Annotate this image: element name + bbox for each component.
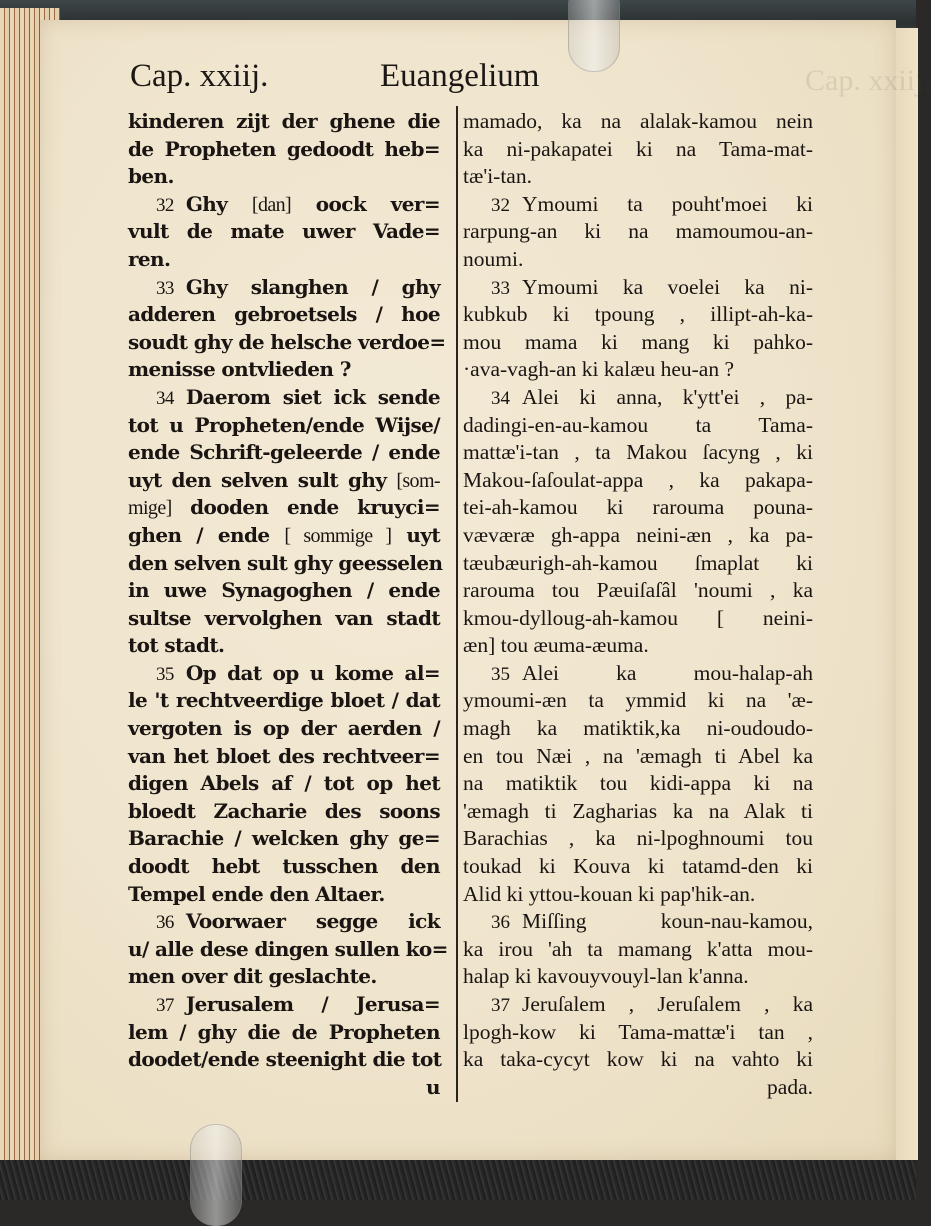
verse-number: 33: [491, 277, 510, 299]
text-line: [128, 136, 440, 164]
text-line: [463, 1019, 813, 1047]
text-line: [463, 770, 813, 798]
line-text-continued: uyt: [406, 522, 440, 547]
text-line: [463, 825, 813, 853]
text-line: [463, 439, 813, 467]
text-line: [463, 412, 813, 440]
line-text: ka irou 'ah ta mamang k'atta mou-: [463, 936, 813, 961]
text-line: [128, 908, 440, 936]
verse-number: 37: [156, 995, 174, 1016]
line-text: u/ alle dese dingen sullen ko=: [128, 936, 448, 961]
text-line: [128, 246, 440, 274]
verse-number: 34: [491, 387, 510, 409]
text-line: [463, 798, 813, 826]
text-line: [463, 494, 813, 522]
line-text: Ghy slanghen / ghy: [185, 274, 440, 299]
line-text: magh ka matiktik,ka ni-oudoudo-: [463, 716, 813, 741]
line-text: Jeruſalem , Jeruſalem , ka: [522, 992, 813, 1016]
text-line: [128, 329, 446, 357]
text-line: [463, 356, 813, 384]
line-text: Ghy: [185, 191, 228, 216]
text-line: [128, 467, 440, 495]
line-text: men over dit geslachte.: [128, 964, 377, 989]
text-line: [463, 218, 813, 246]
line-text: den selven sult ghy geesselen: [128, 550, 443, 575]
text-line: [463, 1046, 813, 1074]
line-text: ·ava-vagh-an ki kalæu heu-an ?: [463, 357, 735, 382]
line-text: rarpung-an ki na mamoumou-an-: [463, 219, 813, 244]
text-line: [128, 412, 440, 440]
verse-number: 35: [491, 663, 510, 685]
page-clip-top: [568, 0, 620, 72]
text-line: [128, 494, 440, 522]
book-cover-bottom: [0, 1160, 916, 1200]
bracketed-insertion: [ sommige ]: [284, 524, 392, 547]
line-text: Alei ka mou-halap-ah: [522, 660, 813, 685]
line-text: Alid ki yttou-kouan ki pap'hik-an.: [463, 881, 756, 906]
line-text: sultse vervolghen van stadt: [128, 605, 440, 630]
line-text: mamado, ka na alalak-kamou nein: [463, 109, 813, 133]
text-line: [128, 274, 440, 302]
text-line: [128, 439, 440, 467]
text-line: [463, 467, 813, 495]
line-text: u: [426, 1074, 440, 1099]
text-line: [463, 743, 813, 771]
text-line: [128, 384, 440, 412]
text-line: [128, 191, 440, 219]
line-text: digen Abels af / tot op het: [128, 771, 440, 796]
line-text-continued: oock ver=: [315, 191, 440, 216]
line-text: tæ'i-tan.: [463, 164, 532, 189]
text-line: [128, 798, 440, 826]
line-text: dadingi-en-au-kamou ta Tama-: [463, 412, 813, 437]
line-text: rarouma tou Pæuiſaſâl 'noumi , ka: [463, 578, 813, 603]
line-text: tei-ah-kamou ki rarouma pouna-: [463, 495, 813, 520]
line-text: 'æmagh ti Zagharias ka na Alak ti: [463, 798, 813, 823]
text-line: [128, 1074, 440, 1102]
text-line: [128, 605, 440, 633]
text-line: [463, 963, 813, 991]
line-text: ymoumi-æn ta ymmid ki na 'æ-: [463, 688, 813, 713]
text-line: [463, 246, 813, 274]
text-line: [463, 632, 813, 660]
siraya-column: [463, 108, 813, 1101]
bracketed-insertion: [dan]: [251, 193, 292, 216]
text-line: [463, 1074, 813, 1102]
line-text: Tempel ende den Altaer.: [128, 881, 385, 906]
line-text: kinderen zijt der ghene die: [128, 109, 440, 133]
text-line: [128, 632, 440, 660]
text-line: [463, 605, 813, 633]
line-text: Miſſing koun-nau-kamou,: [522, 909, 813, 934]
line-text: ka taka-cycyt kow ki na vahto ki: [463, 1047, 813, 1072]
text-line: [128, 163, 440, 191]
verse-number: 32: [491, 194, 510, 216]
line-text: le 't rechtveerdige bloet / dat: [128, 688, 440, 713]
line-text: æn] tou æuma-æuma.: [463, 633, 649, 658]
line-text: ka ni-pakapatei ki na Tama-mat-: [463, 136, 813, 161]
line-text: Op dat op u kome al=: [185, 660, 440, 685]
text-line: [463, 163, 813, 191]
verse-number: 37: [491, 995, 510, 1016]
text-line: [463, 687, 813, 715]
line-text: menisse ontvlieden ?: [128, 357, 351, 382]
line-text: toukad ki Kouva ki tatamd-den ki: [463, 854, 813, 879]
text-line: [463, 577, 813, 605]
line-text: doodet/ende steenight die tot: [128, 1047, 442, 1072]
line-text: kmou-dylloug-ah-kamou [ neini-: [463, 605, 813, 630]
text-line: [463, 329, 813, 357]
text-line: [128, 577, 440, 605]
text-line: [463, 853, 813, 881]
line-text: ghen / ende: [128, 522, 270, 547]
text-line: [128, 715, 440, 743]
text-line: [128, 218, 440, 246]
text-line: [463, 660, 813, 688]
line-text: Voorwaer segge ick: [185, 909, 440, 934]
line-text: bloedt Zacharie des soons: [128, 798, 440, 823]
line-text: soudt ghy de helsche verdoe=: [128, 329, 446, 354]
line-text-continued: dooden ende kruyci=: [190, 495, 440, 520]
line-text: Barachias , ka ni-lpoghnoumi tou: [463, 826, 813, 851]
chapter-heading: Cap. xxiij.: [130, 58, 269, 94]
line-text: de Propheten gedoodt heb=: [128, 136, 440, 161]
text-line: [128, 825, 440, 853]
line-text: noumi.: [463, 246, 524, 271]
line-text: adderen gebroetsels / hoe: [128, 302, 440, 327]
line-text: ben.: [128, 164, 174, 189]
text-line: [128, 853, 440, 881]
book-title-heading: Euangelium: [380, 58, 540, 94]
text-line: [463, 936, 813, 964]
verse-number: 36: [491, 912, 510, 934]
text-line: [128, 770, 440, 798]
line-text: Daerom siet ick sende: [185, 384, 440, 409]
verse-number: 36: [156, 912, 174, 934]
line-text: ende Schrift-geleerde / ende: [128, 440, 440, 465]
line-text: Barachie / welcken ghy ge=: [128, 826, 440, 851]
line-text: kubkub ki tpoung , illipt-ah-ka-: [463, 302, 813, 327]
text-line: [463, 991, 813, 1019]
verse-number: 33: [156, 277, 174, 299]
text-line: [463, 108, 813, 136]
line-text: Ymoumi ka voelei ka ni-: [522, 274, 813, 299]
line-text: mattæ'i-tan , ta Makou ſacyng , ki: [463, 440, 813, 465]
bracketed-insertion: mige]: [128, 497, 172, 520]
line-text: in uwe Synagoghen / ende: [128, 578, 440, 603]
line-text: van het bloet des rechtveer=: [128, 743, 440, 768]
text-line: [128, 522, 440, 550]
text-line: [128, 356, 440, 384]
line-text: ren.: [128, 246, 171, 271]
line-text: na matiktik tou kidi-appa ki na: [463, 771, 813, 796]
verse-number: 35: [156, 663, 174, 685]
text-line: [463, 715, 813, 743]
text-line: [463, 384, 813, 412]
text-line: [128, 687, 440, 715]
line-text: pada.: [767, 1074, 813, 1099]
page-clip-bottom: [190, 1124, 242, 1226]
text-line: [463, 274, 813, 302]
text-line: [128, 963, 440, 991]
text-line: [128, 936, 448, 964]
verse-number: 34: [156, 387, 174, 409]
line-text: Alei ki anna, k'ytt'ei , pa-: [522, 384, 813, 409]
text-line: [128, 743, 440, 771]
line-text: Ymoumi ta pouht'moei ki: [522, 191, 813, 216]
line-text: halap ki kavouyvouyl-lan k'anna.: [463, 964, 749, 989]
line-text: en tou Næi , na 'æmagh ti Abel ka: [463, 743, 813, 768]
dutch-column: [128, 108, 448, 1101]
column-divider: [456, 106, 458, 1102]
text-line: [463, 191, 813, 219]
line-text: Makou-ſaſoulat-appa , ka pakapa-: [463, 467, 813, 492]
line-text: lem / ghy die de Propheten: [128, 1019, 440, 1044]
line-text: væværæ gh-appa neini-æn , ka pa-: [463, 522, 813, 547]
text-line: [463, 301, 813, 329]
text-line: [128, 550, 443, 578]
text-line: [463, 522, 813, 550]
line-text: tot stadt.: [128, 633, 225, 658]
verse-number: 32: [156, 194, 174, 216]
line-text: lpogh-kow ki Tama-mattæ'i tan ,: [463, 1019, 813, 1044]
line-text: Jerusalem / Jerusa=: [185, 992, 440, 1016]
text-line: [463, 550, 813, 578]
text-line: [128, 1019, 440, 1047]
line-text: vergoten is op der aerden /: [128, 716, 440, 741]
line-text: tæubæurigh-ah-kamou ſmaplat ki: [463, 550, 813, 575]
line-text: tot u Propheten/ende Wijse/: [128, 412, 440, 437]
text-line: [128, 1046, 440, 1074]
line-text: vult de mate uwer Vade=: [128, 219, 440, 244]
text-line: [463, 881, 813, 909]
show-through-text: Cap. xxiij.: [805, 64, 931, 97]
line-text: uyt den selven sult ghy: [128, 467, 387, 492]
text-line: [128, 108, 440, 136]
text-line: [463, 136, 813, 164]
text-line: [128, 301, 440, 329]
text-line: [128, 881, 440, 909]
text-line: [463, 908, 813, 936]
line-text: doodt hebt tusschen den: [128, 854, 440, 879]
text-line: [128, 991, 440, 1019]
bracketed-insertion: [som-: [396, 469, 440, 492]
text-line: [128, 660, 440, 688]
line-text: mou mama ki mang ki pahko-: [463, 329, 813, 354]
